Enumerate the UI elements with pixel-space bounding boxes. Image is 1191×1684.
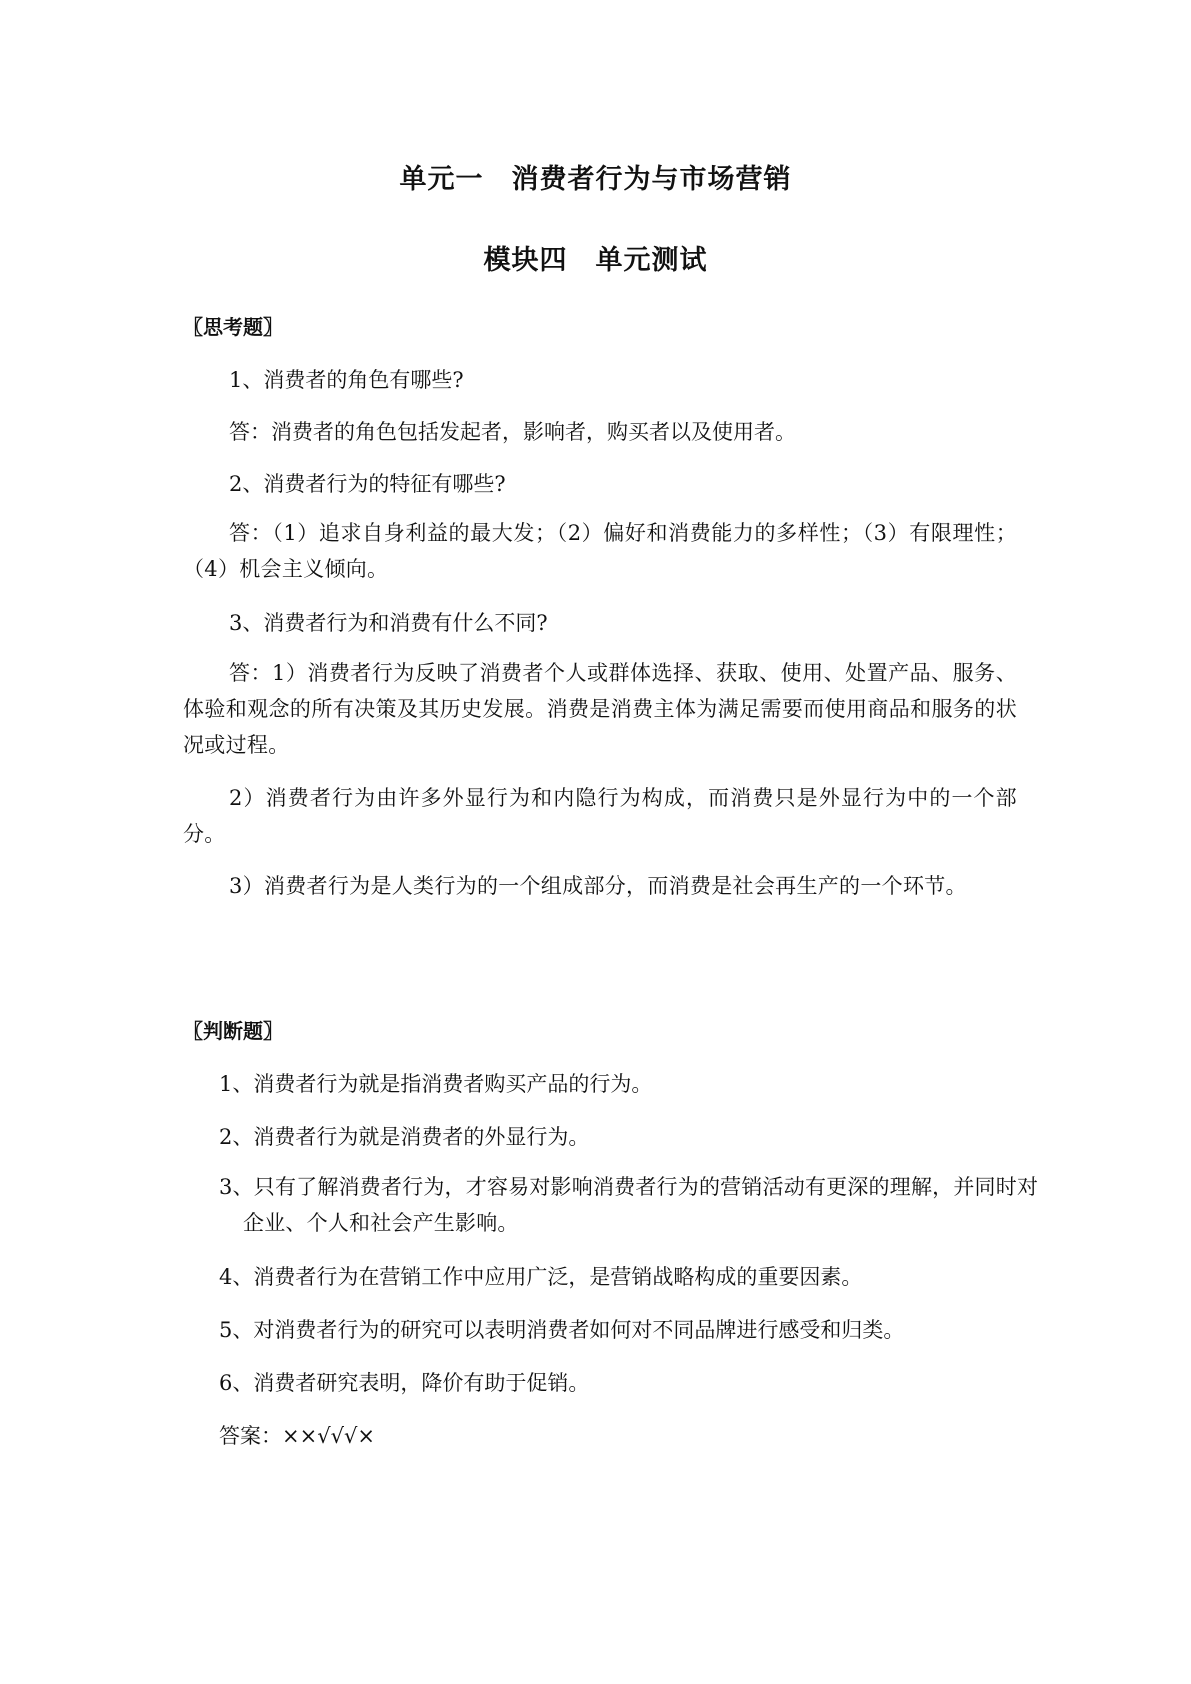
- judge-answer-key: 答案：××√√√×: [219, 1424, 375, 1448]
- true-false-heading: 〖判断题〗: [183, 1019, 283, 1043]
- judge-item-5: 5、对消费者行为的研究可以表明消费者如何对不同品牌进行感受和归类。: [219, 1318, 905, 1342]
- answer-1: 答：消费者的角色包括发起者，影响者，购买者以及使用者。: [229, 420, 796, 444]
- answer-2: 答：（1）追求自身利益的最大发；（2）偏好和消费能力的多样性；（3）有限理性；（4）机会主义倾向。: [183, 521, 1017, 581]
- judge-item-3: 3、只有了解消费者行为，才容易对影响消费者行为的营销活动有更深的理解，并同时对企业、个人和社会产生影响。: [219, 1175, 1039, 1235]
- question-3: 3、消费者行为和消费有什么不同?: [229, 611, 548, 635]
- question-2: 2、消费者行为的特征有哪些?: [229, 472, 506, 496]
- answer-3-part-3: 3）消费者行为是人类行为的一个组成部分，而消费是社会再生产的一个环节。: [229, 874, 967, 898]
- judge-item-4: 4、消费者行为在营销工作中应用广泛，是营销战略构成的重要因素。: [219, 1265, 863, 1289]
- judge-item-2: 2、消费者行为就是消费者的外显行为。: [219, 1125, 590, 1149]
- unit-title: 单元一 消费者行为与市场营销: [399, 164, 792, 195]
- thinking-questions-heading: 〖思考题〗: [183, 315, 283, 339]
- module-title: 模块四 单元测试: [483, 245, 708, 276]
- answer-3-part-1: 答：1）消费者行为反映了消费者个人或群体选择、获取、使用、处置产品、服务、体验和观念的所有决策及其历史发展。消费是消费主体为满足需要而使用商品和服务的状况或过程。: [183, 661, 1017, 757]
- question-1: 1、消费者的角色有哪些?: [229, 368, 464, 392]
- judge-item-6: 6、消费者研究表明，降价有助于促销。: [219, 1371, 590, 1395]
- judge-item-1: 1、消费者行为就是指消费者购买产品的行为。: [219, 1072, 653, 1096]
- answer-3-part-2: 2）消费者行为由许多外显行为和内隐行为构成，而消费只是外显行为中的一个部分。: [183, 786, 1017, 846]
